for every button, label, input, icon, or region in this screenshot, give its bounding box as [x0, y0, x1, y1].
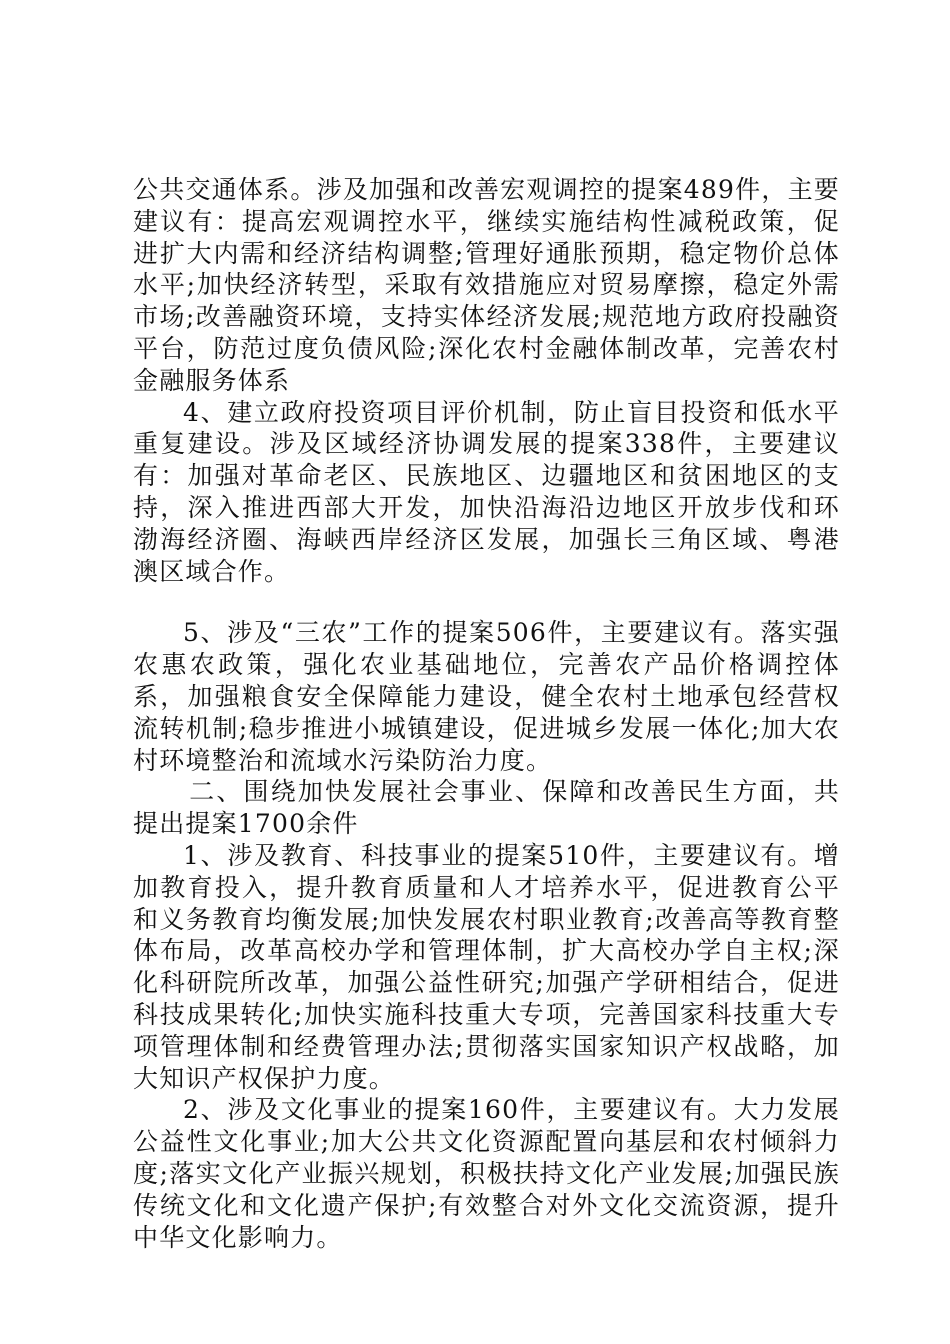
paragraph-macro-control: 公共交通体系。涉及加强和改善宏观调控的提案489件，主要建议有：提高宏观调控水平，继续实施结构性减税政策，促进扩大内需和经济结构调整;管理好通胀预期，稳定物价总体水平;加快经济转型，采取有效措施应对贸易摩擦，稳定外需市场;改善融资环境，支持实体经济发展;规范地方政府投融资平台，防范过度负债风险;深化农村金融体制改革，完善农村金融服务体系 [133, 175, 840, 395]
section-heading-social-affairs: 二、围绕加快发展社会事业、保障和改善民生方面，共提出提案1700余件 [133, 777, 840, 839]
paragraph-investment-evaluation: 4、建立政府投资项目评价机制，防止盲目投资和低水平重复建设。涉及区域经济协调发展的提案338件，主要建议有：加强对革命老区、民族地区、边疆地区和贫困地区的支持，深入推进西部大开发，加快沿海沿边地区开放步伐和环渤海经济圈、海峡西岸经济区发展，加强长三角区域、粤港澳区域合作。 [133, 397, 840, 586]
paragraph-three-rural: 5、涉及“三农”工作的提案506件，主要建议有。落实强农惠农政策，强化农业基础地位，完善农产品价格调控体系，加强粮食安全保障能力建设，健全农村土地承包经营权流转机制;稳步推进小城镇建设，促进城乡发展一体化;加大农村环境整治和流域水污染防治力度。 [133, 618, 840, 775]
paragraph-gap [133, 587, 840, 617]
paragraph-education-technology: 1、涉及教育、科技事业的提案510件，主要建议有。增加教育投入，提升教育质量和人才培养水平，促进教育公平和义务教育均衡发展;加快发展农村职业教育;改善高等教育整体布局，改革高校办学和管理体制，扩大高校办学自主权;深化科研院所改革，加强公益性研究;加强产学研相结合，促进科技成果转化;加快实施科技重大专项，完善国家科技重大专项管理体制和经费管理办法;贯彻落实国家知识产权战略，加大知识产权保护力度。 [133, 840, 840, 1093]
paragraph-culture: 2、涉及文化事业的提案160件，主要建议有。大力发展公益性文化事业;加大公共文化资源配置向基层和农村倾斜力度;落实文化产业振兴规划，积极扶持文化产业发展;加强民族传统文化和文化遗产保护;有效整合对外文化交流资源，提升中华文化影响力。 [133, 1095, 840, 1252]
